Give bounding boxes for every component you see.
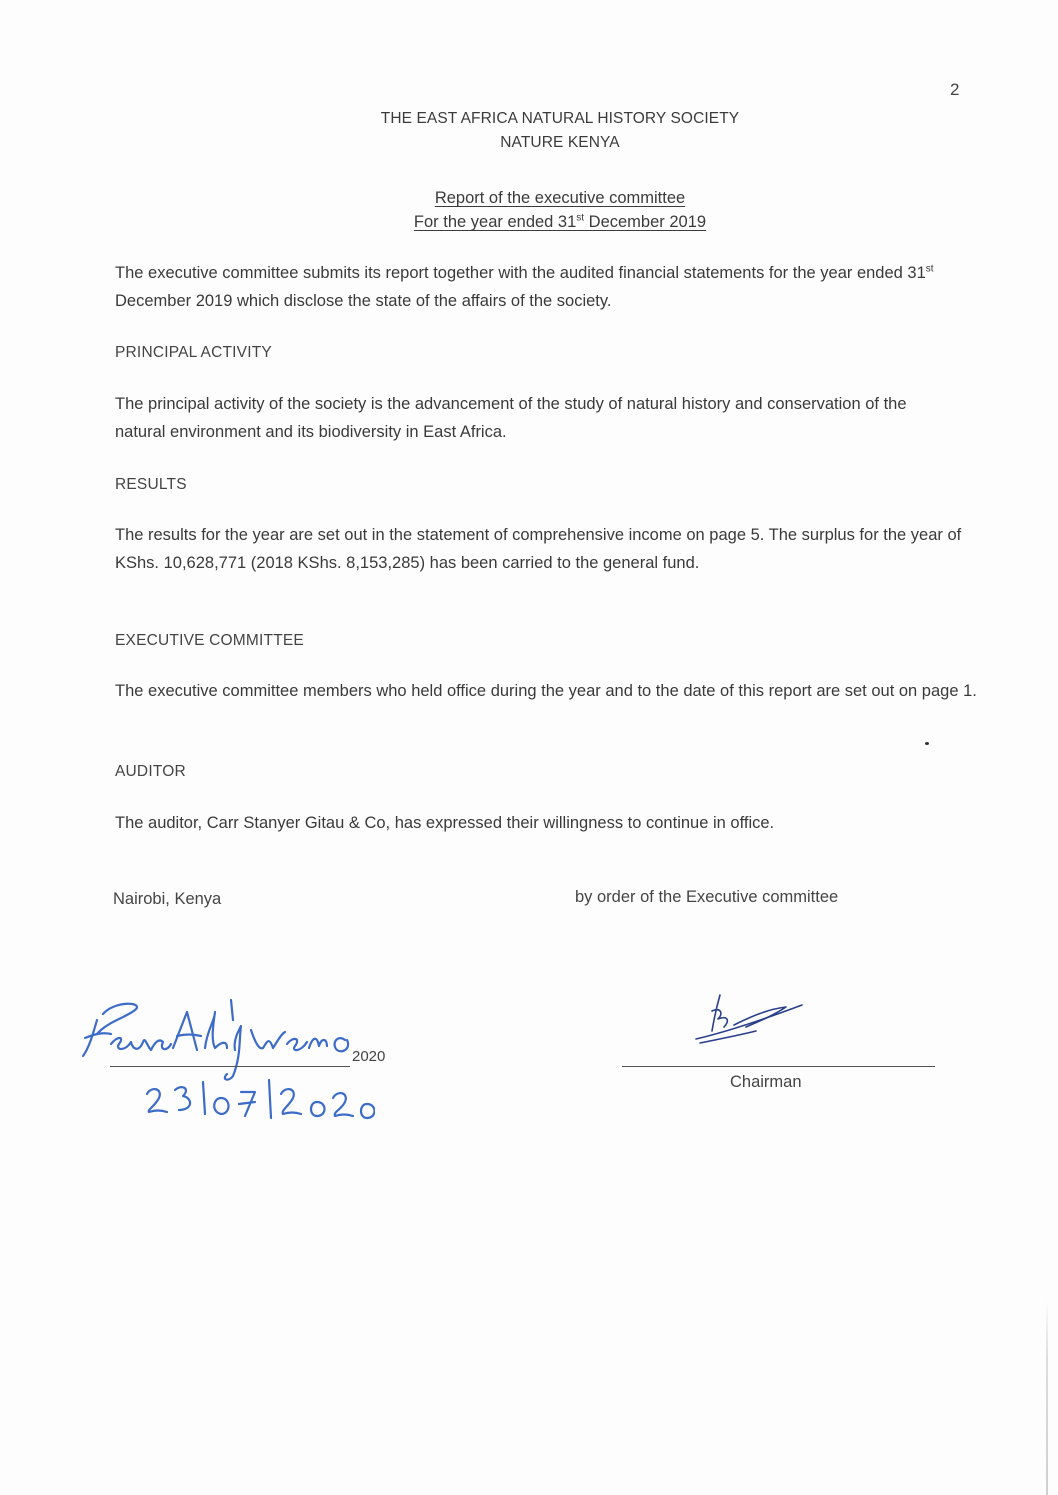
signature-year: 2020	[352, 1048, 386, 1065]
handwritten-signature-chairman	[690, 985, 820, 1055]
report-title-line2	[414, 213, 706, 231]
signature-line-chairman	[622, 1066, 935, 1067]
intro-paragraph	[115, 259, 995, 315]
results-text: The results for the year are set out in the statement of comprehensive income on page 5. The surplus for the year of KShs. 10,628,771 (2018 KShs. 8,153,285) has been carried to the general fund.	[115, 526, 962, 572]
report-title-sup: st	[576, 212, 585, 224]
handwritten-signature-left	[55, 990, 375, 1140]
document-header	[0, 107, 1058, 155]
executive-committee-heading: EXECUTIVE COMMITTEE	[115, 632, 304, 649]
report-title-line1: Report of the executive committee	[434, 189, 686, 207]
principal-activity-text: The principal activity of the society is the advancement of the study of natural history and conservation of the natural environment and its biodiversity in East Africa.	[115, 395, 907, 441]
auditor-heading: AUDITOR	[115, 763, 186, 780]
results-heading: RESULTS	[115, 476, 187, 493]
report-title	[0, 186, 1058, 234]
chairman-label: Chairman	[730, 1073, 802, 1091]
org-subname: NATURE KENYA	[500, 134, 620, 151]
page-number: 2	[950, 80, 960, 99]
order-text: by order of the Executive committee	[575, 888, 839, 906]
principal-activity-heading: PRINCIPAL ACTIVITY	[115, 344, 272, 361]
location-text: Nairobi, Kenya	[113, 890, 222, 908]
org-name: THE EAST AFRICA NATURAL HISTORY SOCIETY	[380, 110, 740, 127]
signature-line-left	[110, 1066, 350, 1067]
executive-committee-text: The executive committee members who held office during the year and to the date of this report are set out on page 1.	[115, 682, 977, 700]
report-title-line2-prefix: For the year ended 31	[413, 213, 577, 231]
auditor-text: The auditor, Carr Stanyer Gitau & Co, has expressed their willingness to continue in office.	[115, 814, 775, 832]
intro-part2: December 2019 which disclose the state of the affairs of the society.	[115, 292, 612, 310]
scan-edge-shadow	[1046, 1300, 1048, 1495]
intro-part1: The executive committee submits its report together with the audited financial statements for the year ended 31	[115, 264, 926, 282]
intro-sup: st	[925, 263, 934, 275]
stray-mark	[925, 742, 929, 745]
report-title-line2-suffix: December 2019	[584, 213, 707, 231]
